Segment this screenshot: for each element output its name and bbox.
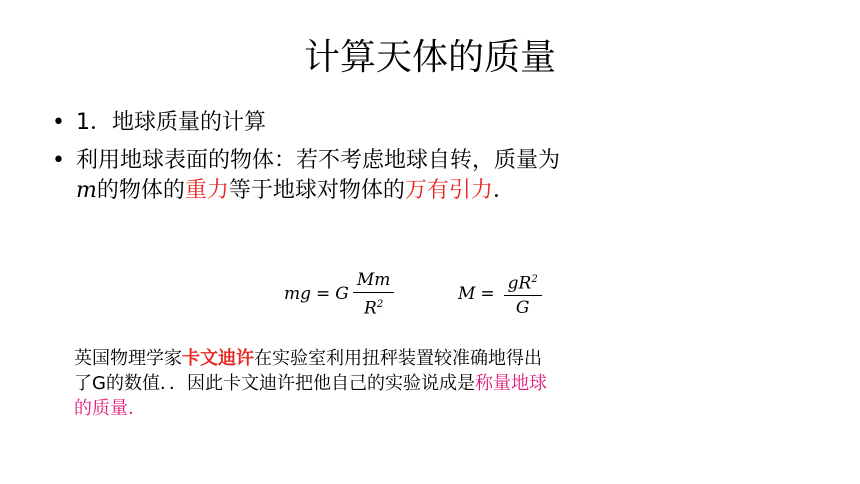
formula-fraction bbox=[504, 270, 542, 319]
fraction-denominator: G bbox=[515, 298, 530, 319]
highlight-universal-gravitation: 万有引力 bbox=[404, 178, 493, 203]
equals-sign: = bbox=[480, 284, 495, 304]
numerator-exponent: 2 bbox=[531, 273, 538, 285]
bullet-marker: • bbox=[52, 110, 65, 135]
bullet-list bbox=[50, 108, 570, 214]
variable-m: m bbox=[76, 178, 97, 203]
bullet-marker: • bbox=[52, 148, 65, 173]
formula-fraction bbox=[353, 270, 395, 319]
fraction-numerator: Mm bbox=[353, 270, 395, 293]
fraction-numerator bbox=[504, 270, 542, 297]
denominator-exponent: 2 bbox=[376, 298, 384, 310]
bullet-text: 1．地球质量的计算 bbox=[76, 110, 266, 135]
highlight-gravity: 重力 bbox=[184, 178, 229, 203]
numerator-base: gR bbox=[507, 273, 532, 294]
bullet-text-part: 的物体的 bbox=[96, 178, 185, 203]
equals-sign: = bbox=[316, 284, 331, 304]
cavendish-paragraph bbox=[74, 346, 554, 421]
formula-constant-g: G bbox=[335, 284, 349, 304]
bullet-text-part: 利用地球表面的物体：若不考虑地球自转，质量为 bbox=[76, 148, 561, 173]
paragraph-text-part: 英国物理学家 bbox=[74, 348, 182, 369]
slide-title: 计算天体的质量 bbox=[303, 37, 556, 78]
formula-lhs: mg bbox=[284, 284, 312, 304]
bullet-text-part: 等于地球对物体的 bbox=[228, 178, 405, 203]
formula-lhs: M bbox=[458, 284, 476, 304]
formula-gravity-equation bbox=[284, 266, 394, 322]
paragraph-text-part: 在实验室利用扭秤装置较准确地得出了G的数值．．因此卡文迪许把他自己的实验说成是 bbox=[74, 348, 542, 394]
bullet-text-part: ． bbox=[492, 178, 515, 203]
highlight-weighing-earth: 称量地球的质量 bbox=[74, 373, 547, 419]
bullet-item-1 bbox=[50, 108, 570, 138]
denominator-base: R bbox=[364, 298, 377, 319]
highlight-cavendish: 卡文迪许 bbox=[182, 348, 254, 369]
bullet-item-2 bbox=[50, 146, 570, 206]
fraction-denominator bbox=[360, 293, 387, 319]
formula-earth-mass bbox=[458, 266, 542, 322]
paragraph-period: . bbox=[128, 398, 134, 419]
